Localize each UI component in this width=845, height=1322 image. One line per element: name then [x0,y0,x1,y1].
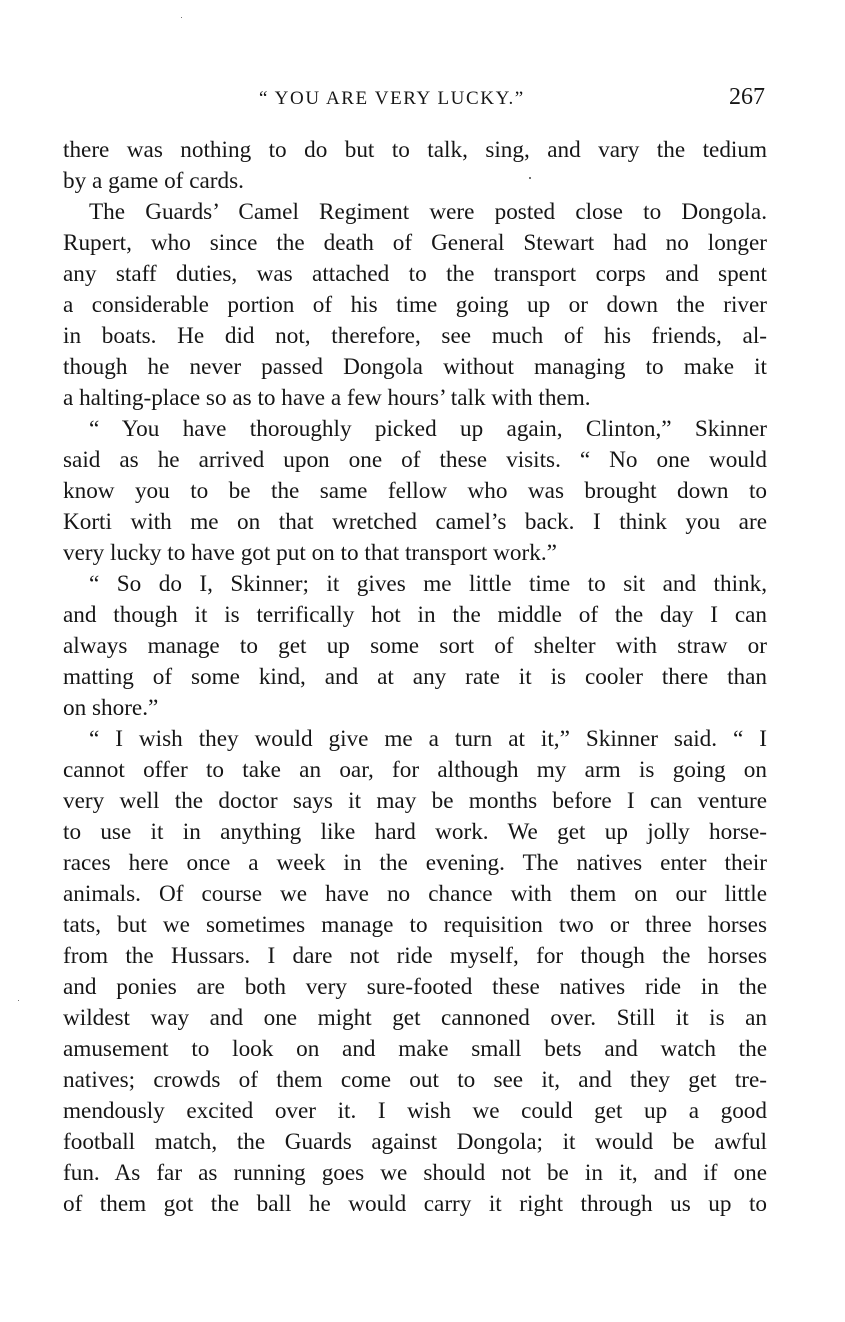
text-line: said as he arrived upon one of these visits. “ No one would [63,447,767,473]
text-line: “ You have thoroughly picked up again, Clinton,” Skinner [89,416,767,442]
text-line: on shore.” [63,695,159,721]
text-line: mendously excited over it. I wish we could get up a good [63,1098,767,1124]
page-number: 267 [729,84,765,110]
text-line: cannot offer to take an oar, for although my arm is going on [63,757,767,783]
text-line: matting of some kind, and at any rate it is cooler there than [63,664,767,690]
text-line: always manage to get up some sort of shelter with straw or [63,633,767,659]
text-line: and though it is terrifically hot in the middle of the day I can [63,602,767,628]
text-line: from the Hussars. I dare not ride myself, for though the horses [63,943,767,969]
text-line: a halting-place so as to have a few hours’ talk with them. [63,385,591,411]
text-line: natives; crowds of them come out to see it, and they get tre- [63,1067,767,1093]
text-line: tats, but we sometimes manage to requisition two or three horses [63,912,767,938]
text-line: though he never passed Dongola without managing to make it [63,354,767,380]
text-line: Rupert, who since the death of General Stewart had no longer [63,230,767,256]
text-line: amusement to look on and make small bets and watch the [63,1036,767,1062]
text-line: football match, the Guards against Dongola; it would be awful [63,1129,767,1155]
text-line: of them got the ball he would carry it right through us up to [63,1191,767,1217]
text-line: know you to be the same fellow who was brought down to [63,478,767,504]
text-line: very lucky to have got put on to that transport work.” [63,540,557,566]
text-line: “ I wish they would give me a turn at it,” Skinner said. “ I [89,726,767,752]
text-line: to use it in anything like hard work. We get up jolly horse- [63,819,767,845]
text-line: any staff duties, was attached to the transport corps and spent [63,261,767,287]
running-title: “ YOU ARE VERY LUCKY.” [259,88,525,109]
text-line: there was nothing to do but to talk, sing, and vary the tedium [63,137,767,163]
text-line: The Guards’ Camel Regiment were posted close to Dongola. [89,199,767,225]
text-line: in boats. He did not, therefore, see much of his friends, al- [63,323,767,349]
text-line: races here once a week in the evening. The natives enter their [63,850,767,876]
text-line: “ So do I, Skinner; it gives me little time to sit and think, [89,571,767,597]
text-line: fun. As far as running goes we should not be in it, and if one [63,1160,767,1186]
text-line: by a game of cards. [63,168,244,194]
text-line: Korti with me on that wretched camel’s back. I think you are [63,509,767,535]
body-text [63,135,767,1220]
scan-speck [181,17,182,18]
text-line: a considerable portion of his time going up or down the river [63,292,767,318]
text-line: wildest way and one might get cannoned over. Still it is an [63,1005,767,1031]
text-line: and ponies are both very sure-footed these natives ride in the [63,974,767,1000]
text-line: animals. Of course we have no chance with them on our little [63,881,767,907]
running-head [0,84,845,118]
text-line: very well the doctor says it may be months before I can venture [63,788,767,814]
scan-speck [18,1000,19,1001]
